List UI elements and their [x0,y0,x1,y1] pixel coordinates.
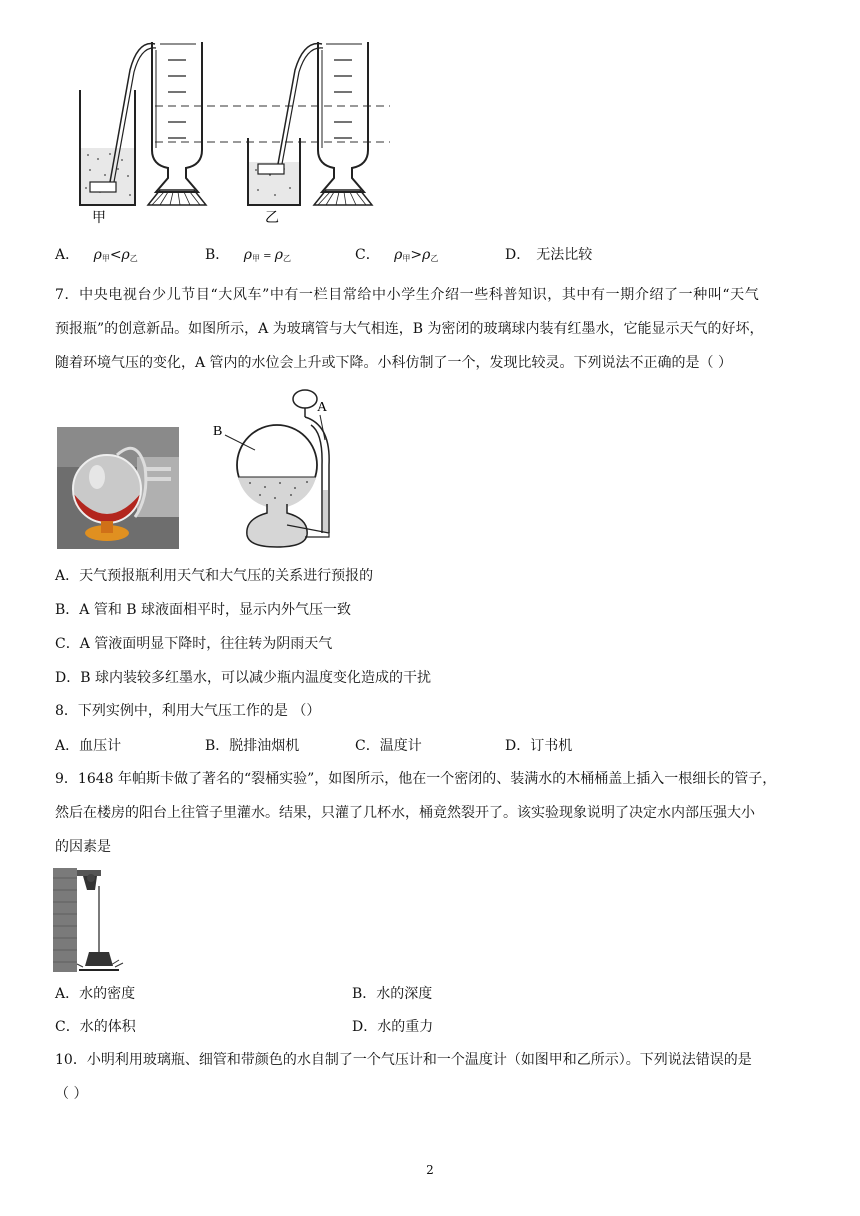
q9-stem-line3: 的因素是 [55,839,111,855]
figure-label-jia: 甲 [92,211,106,226]
q6-option-a[interactable]: A． $\rho_甲<\rho_乙$ [55,247,138,263]
q7-option-c[interactable]: C．A 管液面明显下降时，往往转为阴雨天气 [55,636,333,652]
q9-stem-line1: 9．1648 年帕斯卡做了著名的“裂桶实验”，如图所示，他在一个密闭的、装满水的木桶桶盖上插入一根细长的管子， [55,771,777,787]
q10-stem-line2: （ ） [55,1086,88,1102]
q8-option-a[interactable]: A．血压计 [55,738,122,754]
q9-option-b[interactable]: B．水的深度 [352,986,433,1002]
q10-stem-line1: 10．小明利用玻璃瓶、细管和带颜色的水自制了一个气压计和一个温度计（如图甲和乙所示）。下列说法错误的是 [55,1052,752,1068]
beaker-right [248,44,323,205]
figure-label-yi: 乙 [265,211,279,226]
label-a: A [317,400,328,415]
weather-bottle-diagram [205,385,355,555]
q8-option-d[interactable]: D．订书机 [505,738,573,754]
q7-option-b[interactable]: B．A 管和 B 球液面相平时，显示内外气压一致 [55,602,352,618]
weather-bottle-photo [57,427,179,549]
label-b: B [213,424,223,439]
q6-option-b[interactable]: B． $\rho_甲 = \rho_乙$ [205,247,291,263]
q9-option-c[interactable]: C．水的体积 [55,1019,136,1035]
q8-option-b[interactable]: B．脱排油烟机 [205,738,300,754]
barometer-left [148,42,206,205]
q9-stem-line2: 然后在楼房的阳台上往管子里灌水。结果，只灌了几杯水，桶竟然裂开了。该实验现象说明了决定水内部压强大小 [55,805,755,821]
q7-stem-line2: 预报瓶”的创意新品。如图所示，A 为玻璃管与大气相连，B 为密闭的玻璃球内装有红墨水，它能显示天气的好坏， [55,321,764,337]
q9-option-d[interactable]: D．水的重力 [352,1019,434,1035]
q7-option-d[interactable]: D．B 球内装较多红墨水，可以减少瓶内温度变化造成的干扰 [55,670,431,686]
q6-option-c[interactable]: C． $\rho_甲>\rho_乙$ [355,247,439,263]
q6-option-d[interactable]: D． 无法比较 [505,247,593,263]
q7-stem-line3: 随着环境气压的变化，A 管内的水位会上升或下降。小科仿制了一个，发现比较灵。下列说法不正确的是（ ） [55,355,733,371]
q7-stem-line1: 7．中央电视台少儿节目“大风车”中有一栏目常给中小学生介绍一些科普知识，其中有一期介绍了一种叫“天气 [55,287,760,303]
barrel-experiment-figure [53,868,131,972]
q9-option-a[interactable]: A．水的密度 [55,986,136,1002]
q8-option-c[interactable]: C．温度计 [355,738,422,754]
barometer-right [314,42,372,205]
beaker-left [80,44,156,205]
q7-option-a[interactable]: A．天气预报瓶利用天气和大气压的关系进行预报的 [55,568,374,584]
q8-stem: 8．下列实例中，利用大气压工作的是 （） [55,703,321,719]
figure-barometer-comparison [60,30,400,230]
page-number: 2 [426,1163,434,1177]
